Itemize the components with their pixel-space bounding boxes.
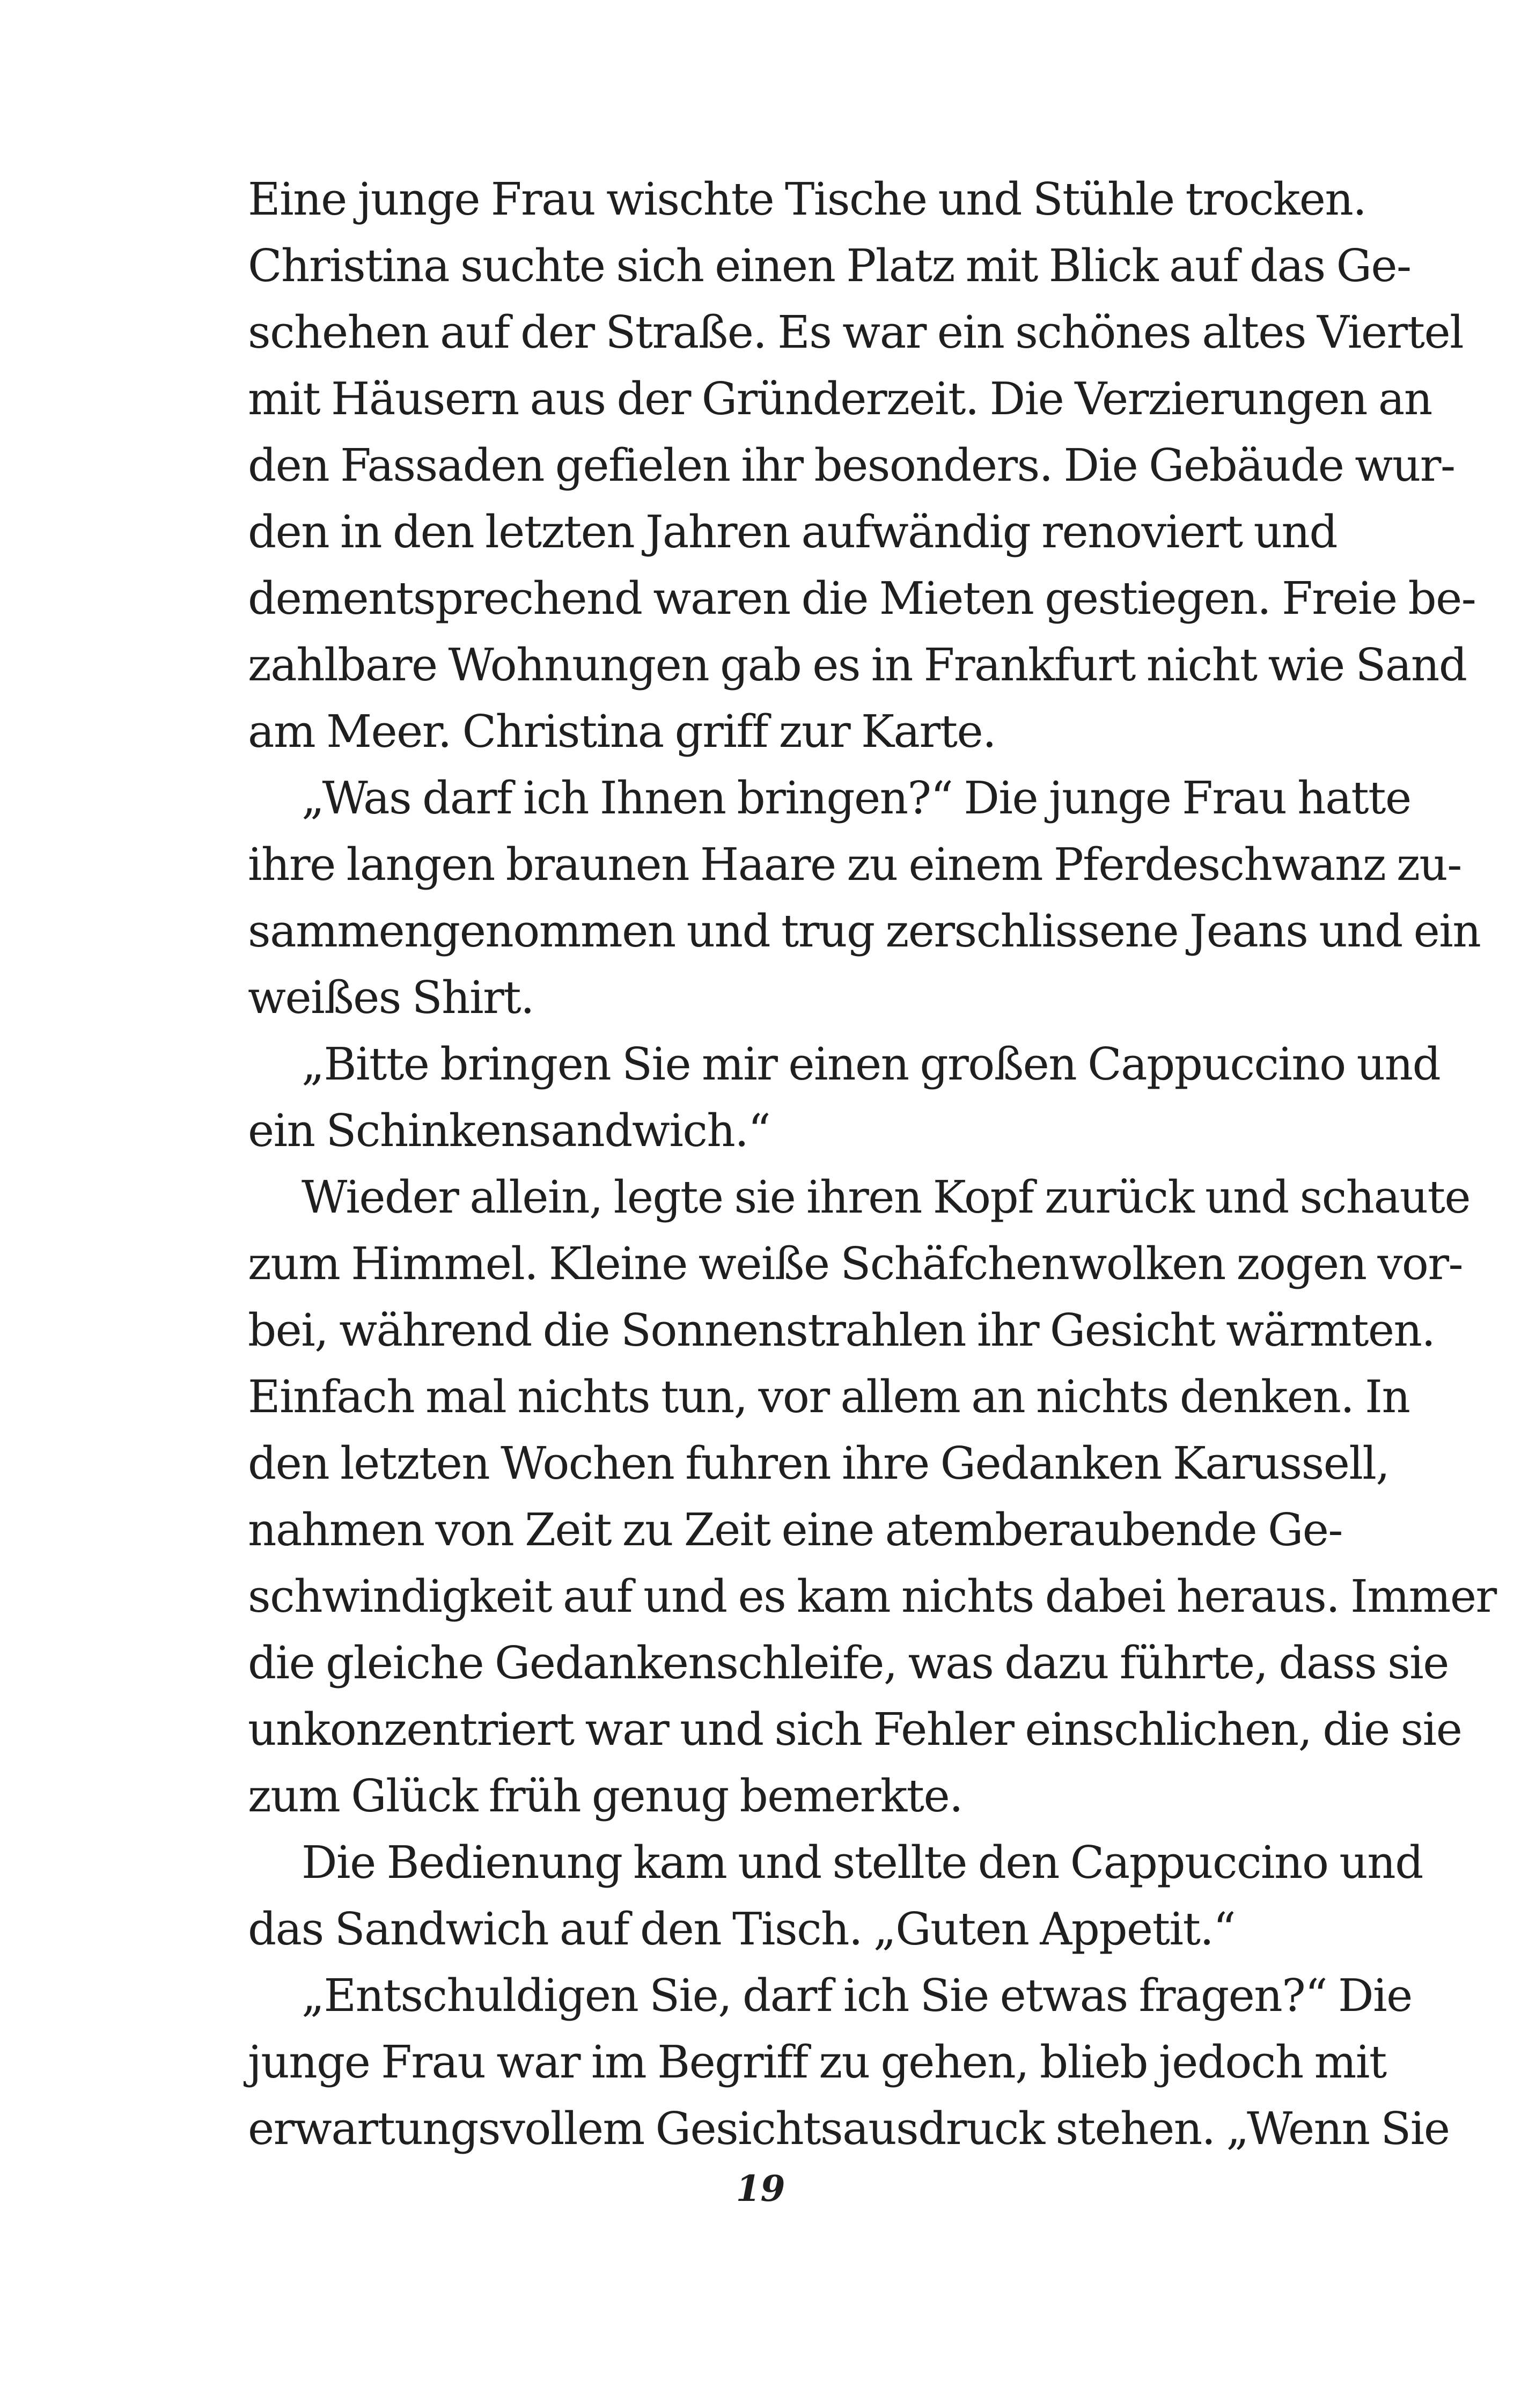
- text-line: ein Schinkensandwich.“: [248, 1105, 770, 1157]
- text-line: junge Frau war im Begriff zu gehen, blieb jedoch mit: [248, 2036, 1386, 2088]
- text-line: „Entschuldigen Sie, darf ich Sie etwas fragen?“ Die: [302, 1970, 1412, 2022]
- text-line: zum Glück früh genug bemerkte.: [248, 1770, 963, 1822]
- text-line: ihre langen braunen Haare zu einem Pferdeschwanz zu-: [248, 839, 1461, 891]
- body-text: [248, 166, 1496, 2162]
- text-line: Die Bedienung kam und stellte den Cappuccino und: [302, 1837, 1423, 1889]
- text-line: die gleiche Gedankenschleife, was dazu führte, dass sie: [248, 1637, 1449, 1689]
- text-line: schwindigkeit auf und es kam nichts dabei heraus. Immer: [248, 1570, 1496, 1623]
- text-line: sammengenommen und trug zerschlissene Jeans und ein: [248, 905, 1481, 957]
- text-line: zum Himmel. Kleine weiße Schäfchenwolken zogen vor-: [248, 1238, 1463, 1290]
- text-line: bei, während die Sonnenstrahlen ihr Gesicht wärmten.: [248, 1304, 1435, 1356]
- text-line: mit Häusern aus der Gründerzeit. Die Verzierungen an: [248, 373, 1432, 425]
- page-number: 19: [736, 2168, 785, 2209]
- text-line: den letzten Wochen fuhren ihre Gedanken Karussell,: [248, 1437, 1390, 1489]
- text-line: am Meer. Christina griff zur Karte.: [248, 706, 996, 758]
- text-line: erwartungsvollem Gesichtsausdruck stehen. „Wenn Sie: [248, 2103, 1450, 2155]
- text-line: schehen auf der Straße. Es war ein schönes altes Viertel: [248, 306, 1464, 358]
- text-line: dementsprechend waren die Mieten gestiegen. Freie be-: [248, 572, 1476, 625]
- text-line: Einfach mal nichts tun, vor allem an nichts denken. In: [248, 1371, 1410, 1423]
- text-line: den in den letzten Jahren aufwändig renoviert und: [248, 506, 1338, 558]
- text-line: Eine junge Frau wischte Tische und Stühle trocken.: [248, 173, 1366, 225]
- text-line: den Fassaden gefielen ihr besonders. Die Gebäude wur-: [248, 439, 1455, 491]
- text-line: Christina suchte sich einen Platz mit Blick auf das Ge-: [248, 240, 1411, 292]
- text-line: weißes Shirt.: [248, 972, 534, 1024]
- text-line: das Sandwich auf den Tisch. „Guten Appetit.“: [248, 1903, 1236, 1955]
- text-line: unkonzentriert war und sich Fehler einschlichen, die sie: [248, 1704, 1462, 1756]
- text-line: nahmen von Zeit zu Zeit eine atemberaubende Ge-: [248, 1504, 1342, 1556]
- text-line: zahlbare Wohnungen gab es in Frankfurt nicht wie Sand: [248, 639, 1467, 691]
- text-line: „Bitte bringen Sie mir einen großen Cappuccino und: [302, 1038, 1441, 1090]
- text-line: „Was darf ich Ihnen bringen?“ Die junge Frau hatte: [302, 772, 1411, 824]
- text-line: Wieder allein, legte sie ihren Kopf zurück und schaute: [302, 1171, 1471, 1223]
